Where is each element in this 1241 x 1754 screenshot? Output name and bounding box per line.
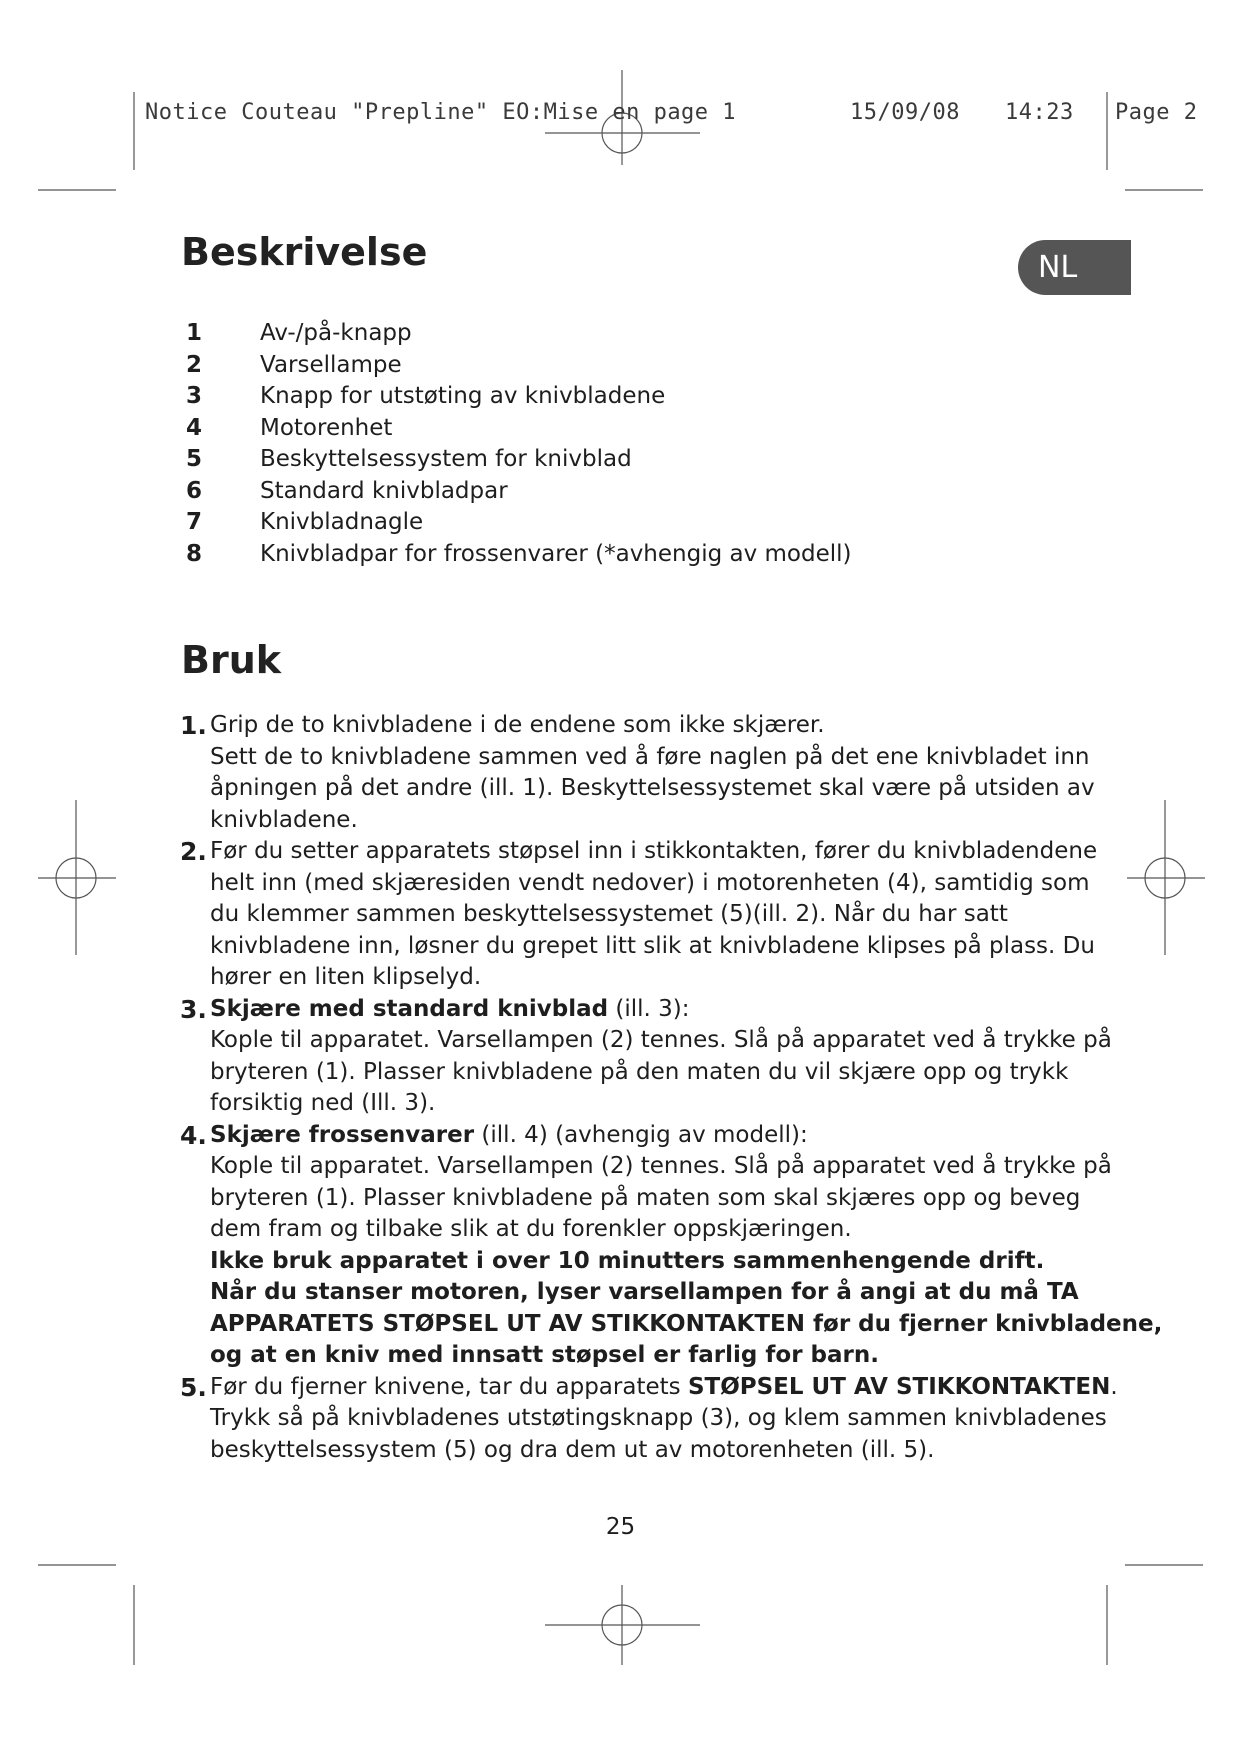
step-line: knivbladene. <box>210 806 358 833</box>
warning-line: APPARATETS STØPSEL UT AV STIKKONTAKTEN før du fjerner knivbladene, <box>210 1310 1163 1337</box>
step-2 <box>180 836 1130 994</box>
list-item <box>186 381 986 413</box>
step-1 <box>180 710 1130 836</box>
print-header <box>145 100 1198 225</box>
step-first-line <box>210 1372 1130 1404</box>
step-line: helt inn (med skjæresiden vendt nedover) i motorenheten (4), samtidig som <box>210 869 1090 896</box>
item-label: Knivbladnagle <box>260 509 424 535</box>
step-line: Kople til apparatet. Varsellampen (2) tennes. Slå på apparatet ved å trykke på <box>210 1027 1112 1053</box>
list-item <box>186 318 986 350</box>
step-line: knivbladene inn, løsner du grepet litt slik at knivbladene klipses på plass. Du <box>210 932 1095 959</box>
item-label: Knapp for utstøting av knivbladene <box>260 383 666 409</box>
step-number: 2. <box>180 837 207 866</box>
language-badge: NL <box>1018 240 1131 295</box>
warning-line: Ikke bruk apparatet i over 10 minutters sammenhengende drift. <box>210 1247 1045 1274</box>
step-text: . <box>1110 1373 1118 1400</box>
step-3 <box>180 994 1130 1120</box>
item-label: Motorenhet <box>260 414 393 441</box>
step-4 <box>180 1120 1163 1372</box>
step-number: 4. <box>180 1120 207 1150</box>
step-line: dem fram og tilbake slik at du forenkler oppskjæringen. <box>210 1216 852 1242</box>
step-emphasis: STØPSEL UT AV STIKKONTAKTEN <box>687 1373 1111 1400</box>
step-line: bryteren (1). Plasser knivbladene på maten som skal skjæres opp og beveg <box>210 1184 1081 1211</box>
step-heading-line <box>210 1120 1130 1152</box>
usage-title: Bruk <box>181 638 282 682</box>
item-number: 8 <box>186 540 203 567</box>
list-item <box>186 476 986 508</box>
warning-line: og at en kniv med innsatt støpsel er farlig for barn. <box>210 1342 879 1368</box>
header-time: 14:23 <box>1005 100 1074 125</box>
item-number: 5 <box>186 446 203 472</box>
step-number: 1. <box>180 711 207 740</box>
page-number: 25 <box>605 1514 636 1540</box>
item-number: 3 <box>186 383 203 409</box>
list-item <box>186 507 986 539</box>
item-label: Beskyttelsessystem for knivblad <box>260 446 632 472</box>
step-heading-rest: (ill. 3): <box>608 995 690 1022</box>
step-heading: Skjære frossenvarer <box>210 1121 475 1148</box>
item-label: Knivbladpar for frossenvarer (*avhengig av modell) <box>260 540 852 567</box>
step-number: 5. <box>180 1372 207 1402</box>
step-line: Grip de to knivbladene i de endene som ikke skjærer. <box>210 712 825 738</box>
item-number: 4 <box>186 414 203 441</box>
usage-steps <box>180 710 1163 1466</box>
item-label: Av-/på-knapp <box>260 320 412 346</box>
header-file: Notice Couteau "Prepline" EO:Mise en page 1 <box>145 100 737 125</box>
step-line: beskyttelsessystem (5) og dra dem ut av motorenheten (ill. 5). <box>210 1436 935 1463</box>
list-item <box>186 444 986 476</box>
step-line: bryteren (1). Plasser knivbladene på den maten du vil skjære opp og trykk <box>210 1058 1069 1085</box>
step-line: forsiktig ned (Ill. 3). <box>210 1090 436 1116</box>
step-number: 3. <box>180 994 207 1024</box>
step-line: Før du setter apparatets støpsel inn i stikkontakten, fører du knivbladendene <box>210 838 1098 864</box>
step-text: Før du fjerner knivene, tar du apparatets <box>210 1373 688 1400</box>
item-number: 1 <box>186 320 203 346</box>
step-heading-line <box>210 994 1130 1026</box>
item-number: 6 <box>186 477 203 504</box>
header-page: Page 2 <box>1115 100 1198 125</box>
item-number: 2 <box>186 351 203 378</box>
parts-list <box>186 318 986 570</box>
item-number: 7 <box>186 509 203 535</box>
step-line: åpningen på det andre (ill. 1). Beskyttelsessystemet skal være på utsiden av <box>210 775 1095 801</box>
item-label: Varsellampe <box>260 351 402 378</box>
list-item <box>186 539 986 571</box>
step-5 <box>180 1372 1130 1467</box>
step-line: Sett de to knivbladene sammen ved å føre naglen på det ene knivbladet inn <box>210 743 1090 770</box>
step-line: Kople til apparatet. Varsellampen (2) tennes. Slå på apparatet ved å trykke på <box>210 1153 1112 1179</box>
item-label: Standard knivbladpar <box>260 477 508 504</box>
list-item <box>186 413 986 445</box>
description-title: Beskrivelse <box>181 230 428 274</box>
step-line: hører en liten klipselyd. <box>210 964 482 990</box>
step-line: du klemmer sammen beskyttelsessystemet (5)(ill. 2). Når du har satt <box>210 901 1008 927</box>
list-item <box>186 350 986 382</box>
step-heading-rest: (ill. 4) (avhengig av modell): <box>474 1121 808 1148</box>
step-heading: Skjære med standard knivblad <box>210 995 609 1022</box>
header-date: 15/09/08 <box>850 100 960 125</box>
warning-line: Når du stanser motoren, lyser varsellampen for å angi at du må TA <box>210 1279 1079 1305</box>
step-line: Trykk så på knivbladenes utstøtingsknapp (3), og klem sammen knivbladenes <box>210 1405 1107 1431</box>
